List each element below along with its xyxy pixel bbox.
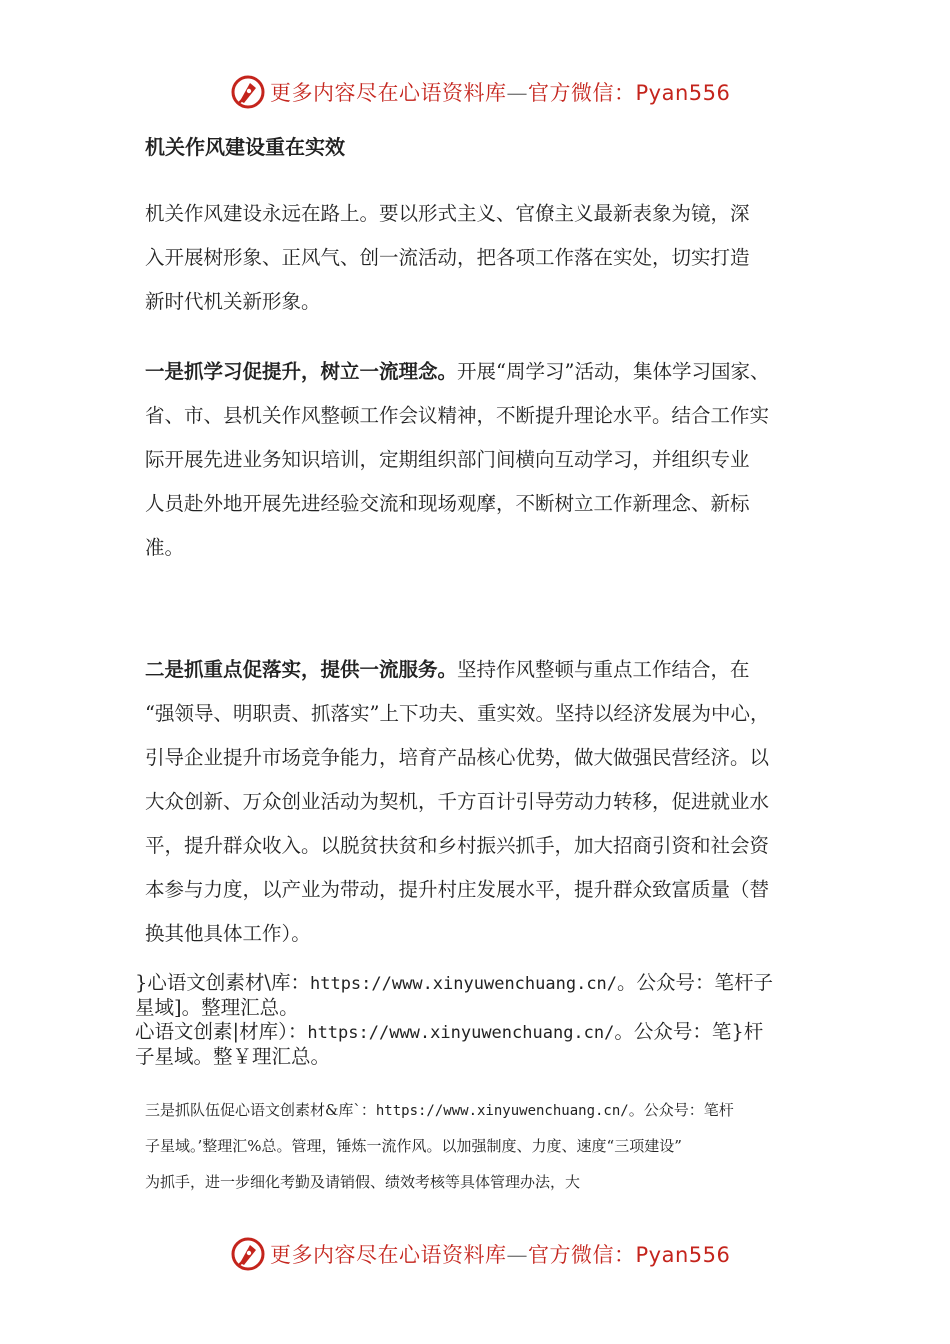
text-line: 新时代机关新形象。	[145, 290, 321, 313]
source-url: https://www.xinyuwenchuang.cn/	[309, 974, 618, 994]
text-line: 一是抓学习促提升，树立一流理念。开展“周学习”活动，集体学习国家、	[145, 360, 770, 383]
text-line: }心语文创素材\库：https://www.xinyuwenchuang.cn/。公众号：笔杆子	[135, 971, 774, 994]
source-url: https://www.xinyuwenchuang.cn/	[375, 1103, 629, 1119]
watermark-text: 更多内容尽在心语资料库—官方微信：Pyan556	[270, 1243, 731, 1267]
section-three-paragraph	[145, 1092, 825, 1200]
text-line: 换其他具体工作）。	[145, 922, 311, 945]
text-line: 子星域。’整理汇%总。管理，锤炼一流作风。以加强制度、力度、速度“三项建设”	[145, 1137, 682, 1155]
text-line: 子星域。整￥理汇总。	[135, 1045, 331, 1068]
pen-nib-logo-icon	[230, 74, 266, 110]
text-line: 本参与力度，以产业为带动，提升村庄发展水平，提升群众致富质量（替	[145, 878, 770, 901]
source-url: https://www.xinyuwenchuang.cn/	[307, 1023, 615, 1043]
text-line: 三是抓队伍促心语文创素材&库`：https://www.xinyuwenchuang.cn/。公众号：笔杆	[145, 1101, 734, 1119]
text-line: 星域]。整理汇总。	[135, 996, 299, 1019]
section-heading: 一是抓学习促提升，树立一流理念。	[145, 360, 458, 383]
text-line: 大众创新、万众创业活动为契机，千方百计引导劳动力转移，促进就业水	[145, 790, 770, 813]
watermark-footer	[230, 1234, 750, 1274]
source-notice	[135, 970, 835, 1020]
text-line: “强领导、明职责、抓落实”上下功夫、重实效。坚持以经济发展为中心，	[145, 702, 770, 725]
document-title: 机关作风建设重在实效	[145, 135, 345, 159]
text-line: 人员赴外地开展先进经验交流和现场观摩，不断树立工作新理念、新标	[145, 492, 750, 515]
watermark-header	[230, 72, 750, 112]
section-two-paragraph	[145, 648, 825, 956]
text-line: 心语文创素|材库）：https://www.xinyuwenchuang.cn/。公众号：笔}杆	[135, 1020, 764, 1043]
text-line: 引导企业提升市场竞争能力，培育产品核心优势，做大做强民营经济。以	[145, 746, 770, 769]
source-notice	[135, 1019, 835, 1069]
section-one-paragraph	[145, 350, 825, 570]
text-line: 省、市、县机关作风整顿工作会议精神，不断提升理论水平。结合工作实	[145, 404, 770, 427]
text-line: 际开展先进业务知识培训，定期组织部门间横向互动学习，并组织专业	[145, 448, 750, 471]
watermark-text: 更多内容尽在心语资料库—官方微信：Pyan556	[270, 81, 731, 105]
text-line: 为抓手，进一步细化考勤及请销假、绩效考核等具体管理办法，大	[145, 1173, 581, 1191]
text-line: 入开展树形象、正风气、创一流活动，把各项工作落在实处，切实打造	[145, 246, 750, 269]
intro-paragraph	[145, 192, 825, 324]
text-line: 准。	[145, 536, 185, 559]
text-line: 二是抓重点促落实，提供一流服务。坚持作风整顿与重点工作结合，在	[145, 658, 750, 681]
text-line: 机关作风建设永远在路上。要以形式主义、官僚主义最新表象为镜，深	[145, 202, 750, 225]
text-line: 平，提升群众收入。以脱贫扶贫和乡村振兴抓手，加大招商引资和社会资	[145, 834, 770, 857]
section-heading: 二是抓重点促落实，提供一流服务。	[145, 658, 458, 681]
pen-nib-logo-icon	[230, 1236, 266, 1272]
